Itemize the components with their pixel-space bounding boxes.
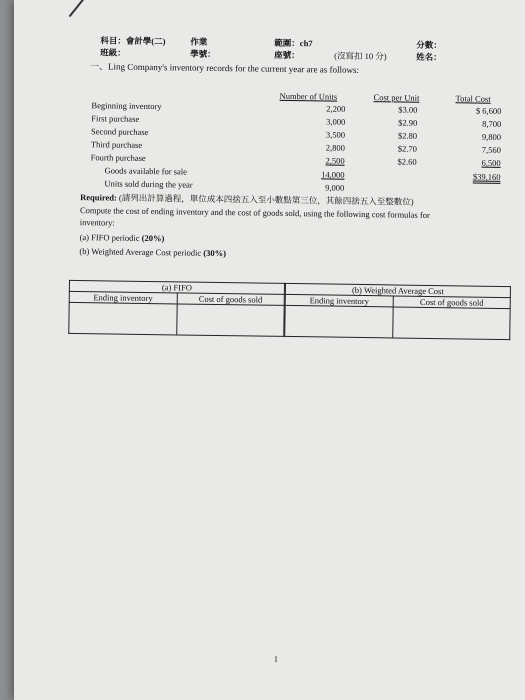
wac-answer-table bbox=[284, 283, 511, 340]
seat-label: 座號： bbox=[274, 49, 300, 61]
row-units: 3,500 bbox=[325, 129, 346, 140]
paper-sheet bbox=[14, 0, 525, 700]
pen-mark bbox=[69, 0, 87, 17]
row-total: 8,700 bbox=[482, 118, 502, 129]
row-label: First purchase bbox=[91, 113, 140, 124]
row-total: 9,800 bbox=[481, 131, 502, 142]
problem-intro: 一、Ling Company's inventory records for the current year are as follows: bbox=[89, 61, 360, 75]
subject-label: 科目：會計學(二) bbox=[100, 35, 166, 47]
homework-label: 作業 bbox=[190, 36, 208, 47]
units-header: Number of Units bbox=[279, 90, 338, 102]
row-label: Fourth purchase bbox=[90, 152, 146, 163]
cost-per-unit-header: Cost per Unit bbox=[373, 92, 420, 103]
part-b bbox=[79, 246, 226, 258]
name-label: 姓名： bbox=[416, 51, 442, 63]
part-b-label: (b) Weighted Average Cost periodic bbox=[79, 246, 202, 258]
part-a-label: (a) FIFO periodic bbox=[79, 232, 140, 243]
row-cost: $2.90 bbox=[398, 117, 418, 128]
part-b-points: (30%) bbox=[203, 247, 227, 259]
fifo-title: (a) FIFO bbox=[69, 280, 284, 294]
part-a-points: (20%) bbox=[141, 232, 165, 244]
wac-ending-inventory-cell[interactable] bbox=[285, 305, 393, 338]
fifo-cogs-header: Cost of goods sold bbox=[177, 293, 285, 305]
row-cost: $3.00 bbox=[398, 104, 418, 115]
fifo-ending-inventory-cell[interactable] bbox=[69, 302, 177, 334]
row-units: 2,500 bbox=[325, 155, 345, 166]
student-id-label: 學號： bbox=[190, 48, 216, 59]
row-units: 2,800 bbox=[325, 142, 345, 153]
sold-label: Units sold during the year bbox=[104, 178, 193, 190]
fifo-cogs-cell[interactable] bbox=[176, 304, 284, 336]
fifo-answer-table bbox=[68, 280, 285, 337]
row-cost: $2.80 bbox=[397, 130, 418, 141]
class-label: 班級： bbox=[100, 47, 126, 58]
row-label: Beginning inventory bbox=[91, 100, 162, 112]
row-cost: $2.60 bbox=[397, 156, 417, 167]
wac-ending-inventory-header: Ending inventory bbox=[285, 294, 393, 307]
required-label: Required: bbox=[80, 192, 117, 203]
row-label: Second purchase bbox=[91, 126, 149, 138]
row-total: $ 6,600 bbox=[475, 105, 502, 116]
available-total: $39,160 bbox=[472, 171, 501, 182]
required-note: (請列出計算過程，單位成本四捨五入至小數點第三位，其餘四捨五入至整數位) bbox=[118, 192, 414, 207]
available-label: Goods available for sale bbox=[104, 165, 187, 177]
fifo-ending-inventory-header: Ending inventory bbox=[69, 291, 177, 303]
sold-units: 9,000 bbox=[325, 182, 345, 193]
instruction-line-2: inventory: bbox=[79, 217, 115, 228]
wac-cogs-cell[interactable] bbox=[393, 307, 510, 340]
instruction-line-1: Compute the cost of ending inventory and the cost of goods sold, using the following cost formulas for bbox=[79, 205, 430, 220]
part-a bbox=[80, 232, 165, 243]
scope-label: 範圍：ch7 bbox=[274, 37, 313, 49]
row-total: 6,500 bbox=[481, 157, 501, 168]
page-number: 1 bbox=[273, 653, 279, 664]
row-units: 3,000 bbox=[326, 116, 346, 127]
row-total: 7,560 bbox=[481, 144, 501, 155]
row-units: 2,200 bbox=[326, 103, 346, 114]
row-label: Third purchase bbox=[90, 139, 143, 150]
total-cost-header: Total Cost bbox=[455, 93, 491, 104]
wac-title: (b) Weighted Average Cost bbox=[285, 283, 510, 297]
worksheet-page bbox=[14, 0, 525, 700]
points-note: (沒寫扣 10 分) bbox=[334, 50, 387, 62]
score-label: 分數： bbox=[416, 39, 442, 51]
wac-cogs-header: Cost of goods sold bbox=[393, 296, 510, 309]
row-cost: $2.70 bbox=[397, 143, 417, 154]
available-units: 14,000 bbox=[321, 169, 345, 180]
